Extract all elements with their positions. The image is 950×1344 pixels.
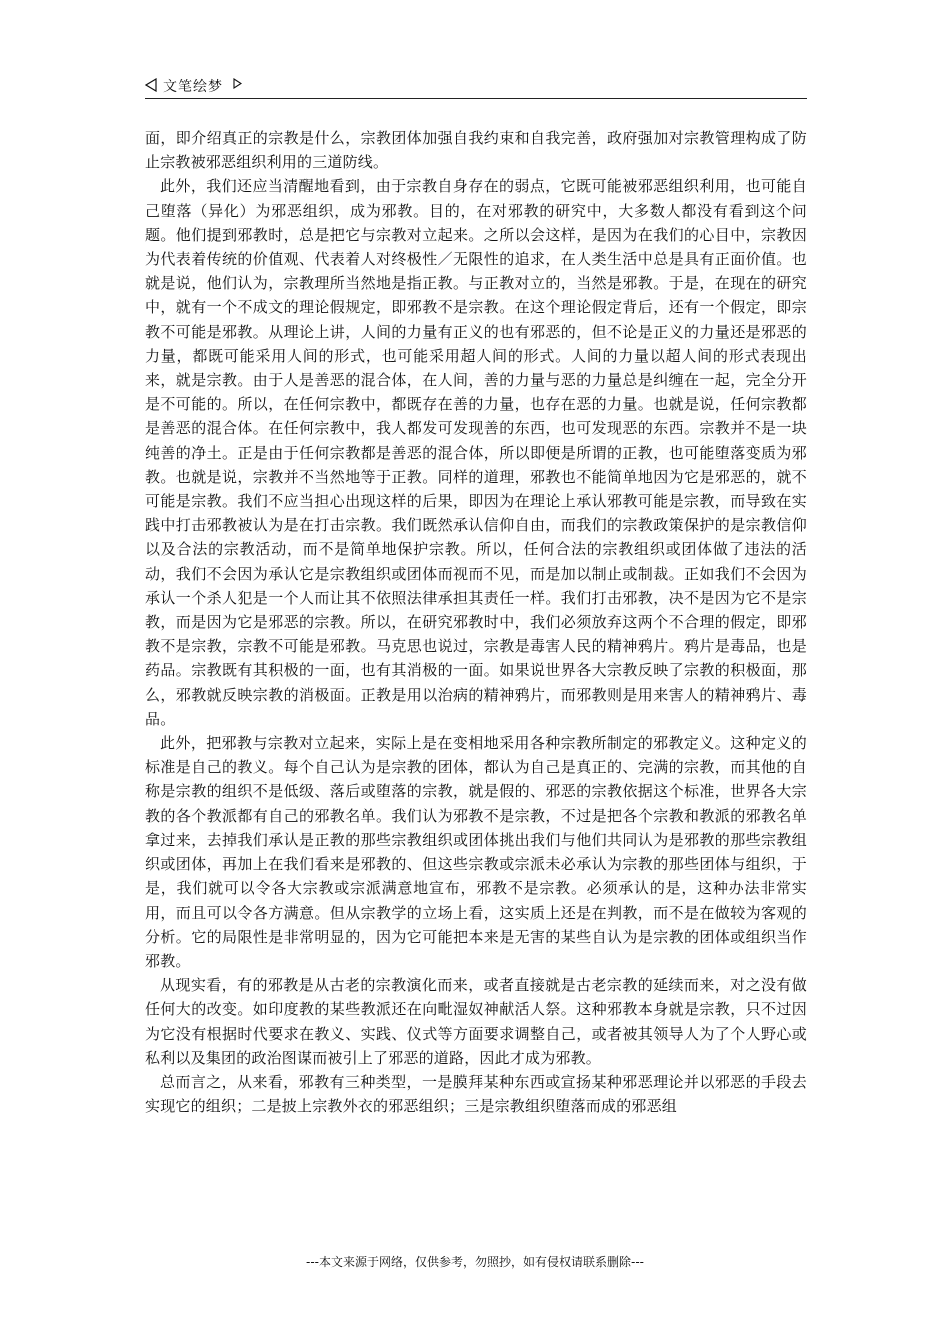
- document-body: [145, 126, 807, 1216]
- paragraph: 面，即介绍真正的宗教是什么，宗教团体加强自我约束和自我完善，政府强加对宗教管理构成了防止宗教被邪恶组织利用的三道防线。: [145, 129, 807, 172]
- paragraph: 此外，我们还应当清醒地看到，由于宗教自身存在的弱点，它既可能被邪恶组织利用，也可能自己堕落（异化）为邪恶组织，成为邪教。目的，在对邪教的研究中，大多数人都没有看到这个问题。他们提到邪教时，总是把它与宗教对立起来。之所以会这样，是因为在我们的心目中，宗教因为代表着传统的价值观、代表着人对终极性／无限性的追求，在人类生活中总是具有正面价值。也就是说，他们认为，宗教理所当然地是指正教。与正教对立的，当然是邪教。于是，在现在的研究中，就有一个不成文的理论假规定，即邪教不是宗教。在这个理论假定背后，还有一个假定，即宗教不可能是邪教。从理论上讲，人间的力量有正义的也有邪恶的，但不论是正义的力量还是邪恶的力量，都既可能采用人间的形式，也可能采用超人间的形式。人间的力量以超人间的形式表现出来，就是宗教。由于人是善恶的混合体，在人间，善的力量与恶的力量总是纠缠在一起，完全分开是不可能的。所以，在任何宗教中，都既存在善的力量，也存在恶的力量。也就是说，任何宗教都是善恶的混合体。在任何宗教中，我人都发可发现善的东西，也可发现恶的东西。宗教并不是一块纯善的净土。正是由于任何宗教都是善恶的混合体，所以即便是所谓的正教，也可能堕落变质为邪教。也就是说，宗教并不当然地等于正教。同样的道理，邪教也不能简单地因为它是邪恶的，就不可能是宗教。我们不应当担心出现这样的后果，即因为在理论上承认邪教可能是宗教，而导致在实践中打击邪教被认为是在打击宗教。我们既然承认信仰自由，而我们的宗教政策保护的是宗教信仰以及合法的宗教活动，而不是简单地保护宗教。所以，任何合法的宗教组织或团体做了违法的活动，我们不会因为承认它是宗教组织或团体而视而不见，而是加以制止或制裁。正如我们不会因为承认一个杀人犯是一个人而让其不依照法律承担其责任一样。我们打击邪教，决不是因为它不是宗教，而是因为它是邪恶的宗教。所以，在研究邪教时中，我们必须放弃这两个不合理的假定，即邪教不是宗教，宗教不可能是邪教。马克思也说过，宗教是毒害人民的精神鸦片。鸦片是毒品，也是药品。宗教既有其积极的一面，也有其消极的一面。如果说世界各大宗教反映了宗教的积极面，那么，邪教就反映宗教的消极面。正教是用以治病的精神鸦片，而邪教则是用来害人的精神鸦片、毒品。: [145, 177, 807, 728]
- page-footer-disclaimer: ---本文来源于网络，仅供参考，勿照抄，如有侵权请联系删除---: [306, 1255, 644, 1269]
- page-header: [145, 74, 807, 99]
- triangle-left-icon: [145, 78, 157, 92]
- paragraph: 总而言之，从来看，邪教有三种类型，一是膜拜某种东西或宣扬某种邪恶理论并以邪恶的手段去实现它的组织；二是披上宗教外衣的邪恶组织；三是宗教组织堕落而成的邪恶组: [145, 1072, 807, 1116]
- paragraph: 从现实看，有的邪教是从古老的宗教演化而来，或者直接就是古老宗教的延续而来，对之没有做任何大的改变。如印度教的某些教派还在向毗湿奴神献活人祭。这种邪教本身就是宗教，只不过因为它没有根据时代要求在教义、实践、仪式等方面要求调整自己，或者被其领导人为了个人野心或私利以及集团的政治图谋而被引上了邪恶的道路，因此才成为邪教。: [145, 976, 807, 1067]
- triangle-right-icon: [233, 78, 242, 89]
- paragraph: 此外，把邪教与宗教对立起来，实际上是在变相地采用各种宗教所制定的邪教定义。这种定义的标准是自己的教义。每个自己认为是宗教的团体，都认为自己是真正的、完满的宗教，而其他的自称是宗教的组织不是低级、落后或堕落的宗教，就是假的、邪恶的宗教依据这个标准，世界各大宗教的各个教派都有自己的邪教名单。我们认为邪教不是宗教，不过是把各个宗教和教派的邪教名单拿过来，去掉我们承认是正教的那些宗教组织或团体挑出我们与他们共同认为是邪教的那些宗教组织或团体，再加上在我们看来是邪教的、但这些宗教或宗派未必承认为宗教的那些团体与组织，于是，我们就可以令各大宗教或宗派满意地宣布，邪教不是宗教。必须承认的是，这种办法非常实用，而且可以令各方满意。但从宗教学的立场上看，这实质上还是在判教，而不是在做较为客观的分析。它的局限性是非常明显的，因为它可能把本来是无害的某些自认为是宗教的团体或组织当作邪教。: [145, 734, 807, 970]
- header-brand: 文笔绘梦: [163, 79, 223, 95]
